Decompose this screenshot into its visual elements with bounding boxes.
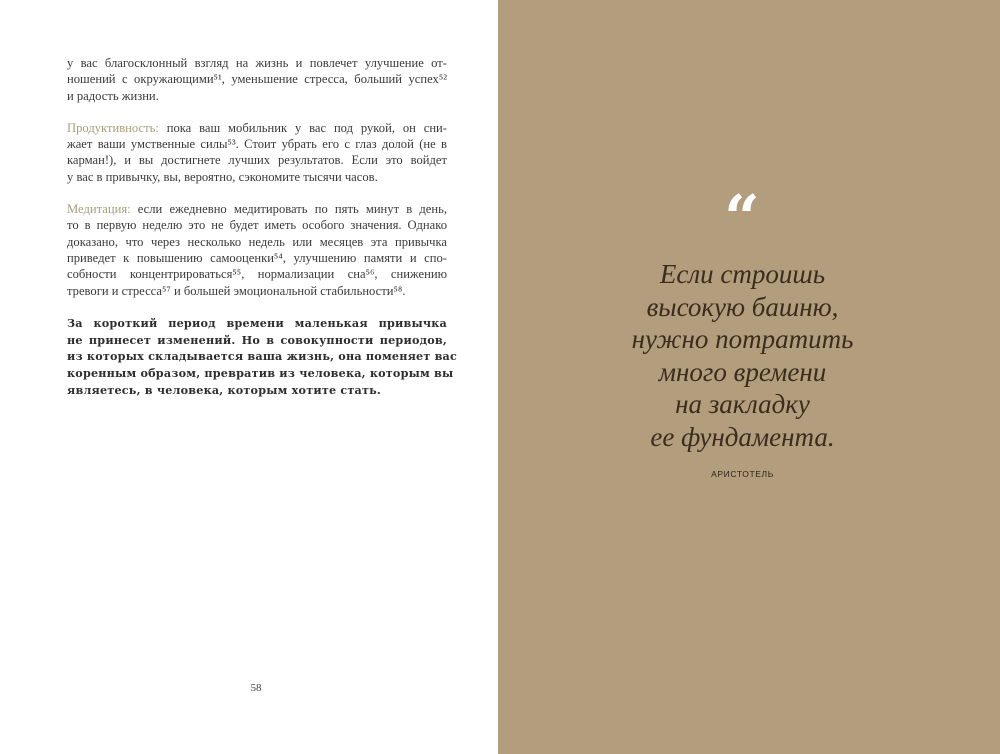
text-line [67, 315, 447, 332]
quote-line: нужно потратить [631, 324, 854, 354]
text-line [67, 332, 447, 349]
text-line [67, 348, 458, 365]
paragraph-label: Медитация: [67, 202, 131, 217]
line-text: из которых складывается ваша жизнь, она поменяет вас [67, 349, 458, 364]
line-text: коренным образом, превратив из человека, которым вы [67, 365, 454, 380]
emphasis-paragraph [67, 315, 458, 398]
quote-line: ее фундамента. [650, 421, 835, 452]
quote-line: Если строишь [659, 259, 826, 289]
text-line [67, 152, 447, 168]
line-text: не принесет изменений. Но в совокупности периодов, [67, 332, 447, 347]
text-line [67, 266, 447, 282]
text-line [67, 136, 447, 152]
text-line [67, 283, 447, 299]
line-text: жает ваши умственные силы⁵³. Стоит убрать его с глаз долой (не в [67, 137, 447, 152]
quote-line: высокую башню, [646, 291, 839, 322]
body-text [67, 55, 458, 414]
line-text: ношений с окружающими⁵¹, уменьшение стресса, больший успех⁵² [67, 72, 447, 87]
line-text: приведет к повышению самооценки⁵⁴, улучшению памяти и спо- [67, 250, 447, 265]
text-line [67, 120, 447, 136]
text-line [67, 382, 447, 399]
quote-mark-icon: “ [724, 181, 760, 254]
line-text: являетесь, в человека, которым хотите стать. [67, 382, 381, 397]
line-text: у вас в привычку, вы, вероятно, сэкономите тысячи часов. [67, 169, 378, 184]
line-text: карман!), и вы достигнете лучших результатов. Если это войдет [67, 153, 447, 168]
paragraph [67, 55, 447, 104]
line-text: За короткий период времени маленькая привычка [67, 315, 447, 330]
line-text: если ежедневно медитировать по пять минут в день, [130, 202, 447, 217]
text-line [67, 88, 447, 104]
line-text: то в первую неделю это не будет иметь особого значения. Однако [67, 218, 447, 233]
left-page [0, 0, 498, 754]
quote-text [560, 258, 925, 453]
text-line [67, 169, 447, 185]
text-line [67, 71, 447, 87]
line-text: у вас благосклонный взгляд на жизнь и повлечет улучшение от- [67, 56, 447, 70]
page-number: 58 [250, 682, 262, 694]
text-line [67, 250, 447, 266]
quote-line: на закладку [675, 389, 810, 419]
paragraph [67, 120, 447, 185]
text-line [67, 55, 447, 71]
line-text: тревоги и стресса⁵⁷ и большей эмоциональной стабильности⁵⁸. [67, 283, 406, 298]
text-line [67, 217, 447, 233]
text-line [67, 365, 454, 382]
text-line [67, 234, 447, 250]
line-text: пока ваш мобильник у вас под рукой, он сни- [158, 120, 447, 135]
text-line [67, 201, 447, 217]
quote-line: много времени [658, 356, 827, 387]
line-text: и радость жизни. [67, 88, 159, 103]
paragraph-label: Продуктивность: [67, 120, 159, 135]
paragraph [67, 201, 447, 299]
line-text: доказано, что через несколько недель или месяцев эта привычка [67, 234, 447, 249]
quote-author: АРИСТОТЕЛЬ [711, 469, 774, 479]
line-text: собности концентрироваться⁵⁵, нормализации сна⁵⁶, снижению [67, 267, 447, 282]
